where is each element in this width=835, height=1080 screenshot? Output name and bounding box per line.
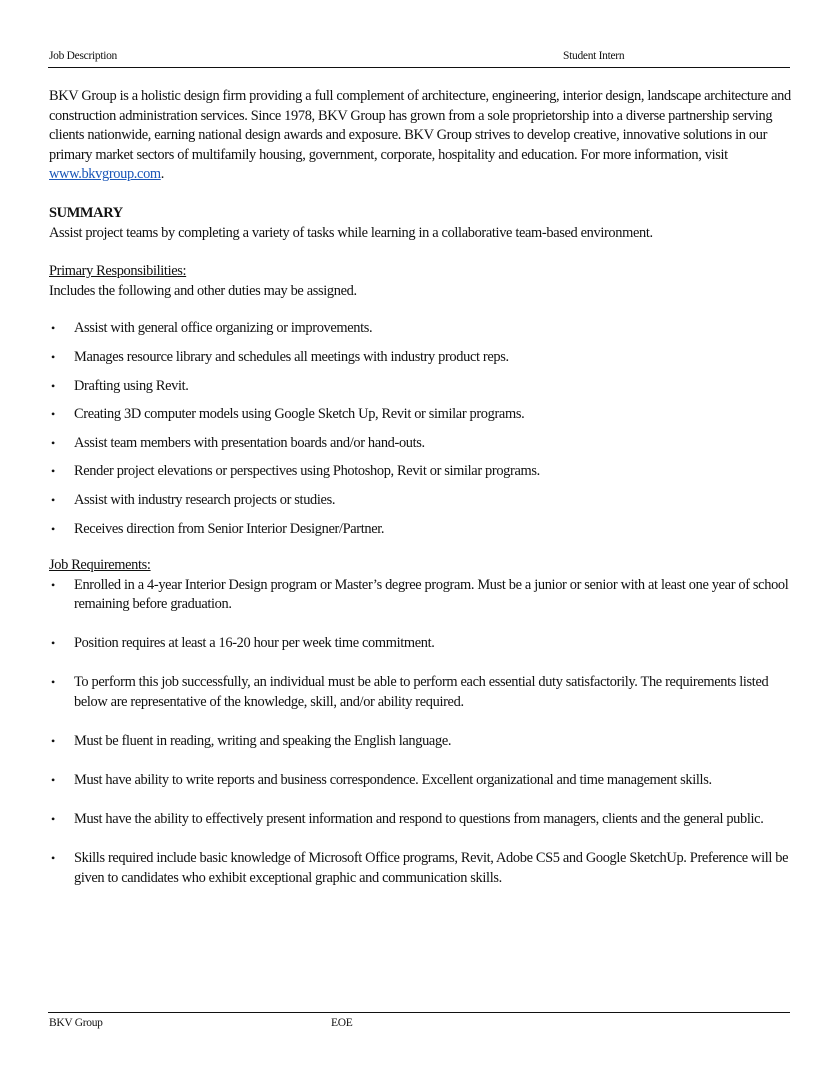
list-item-text: Creating 3D computer models using Google Sketch Up, Revit or similar programs. <box>74 406 525 423</box>
bullet-icon: • <box>51 321 55 336</box>
summary-text: Assist project teams by completing a variety of tasks while learning in a collaborative team-based environment. <box>49 224 653 241</box>
header-doc-type: Job Description <box>49 50 118 62</box>
footer-eoe: EOE <box>331 1017 353 1029</box>
company-intro-suffix: . <box>160 166 165 183</box>
footer-divider <box>48 1012 790 1013</box>
header-divider <box>48 67 790 68</box>
list-item-text: Must have ability to write reports and business correspondence. Excellent organizational and time management skills. <box>74 772 712 789</box>
list-item-text: Assist with industry research projects or studies. <box>74 491 336 508</box>
list-item-text: Receives direction from Senior Interior Designer/Partner. <box>74 520 385 537</box>
footer-company: BKV Group <box>49 1017 103 1029</box>
bullet-icon: • <box>51 675 55 690</box>
list-item-text: Drafting using Revit. <box>74 377 189 394</box>
list-item <box>49 462 794 482</box>
bullet-icon: • <box>51 349 55 364</box>
document-body <box>49 87 794 908</box>
company-website-link[interactable]: www.bkvgroup.com <box>49 166 161 183</box>
list-item-text: Render project elevations or perspectives using Photoshop, Revit or similar programs. <box>74 463 540 480</box>
summary-heading: SUMMARY <box>49 204 123 221</box>
list-item-text: Assist team members with presentation boards and/or hand-outs. <box>74 434 425 451</box>
list-item-text: To perform this job successfully, an individual must be able to perform each essential duty satisfactorily. The requirements listed below are representative of the knowledge, skill, and/or ability required. <box>74 674 769 711</box>
company-intro <box>49 87 794 185</box>
list-item <box>49 673 794 712</box>
list-item <box>49 405 794 425</box>
bullet-icon: • <box>51 378 55 393</box>
responsibilities-list <box>49 319 794 539</box>
list-item-text: Assist with general office organizing or improvements. <box>74 320 373 337</box>
company-intro-text: BKV Group is a holistic design firm providing a full complement of architecture, engineering, interior design, landscape architecture and construction administration services. Since 1978, BKV Group has grown from a sole proprietorship into a diverse partnership serving clients nationwide, earning national design awards and exposure. BKV Group strives to develop creative, innovative solutions in our primary market sectors of multifamily housing, government, corporate, hospitality and education. For more information, visit <box>49 88 791 163</box>
requirements-list <box>49 576 794 889</box>
bullet-icon: • <box>51 464 55 479</box>
list-item-text: Skills required include basic knowledge of Microsoft Office programs, Revit, Adobe CS5 and Google SketchUp. Preference will be given to candidates who exhibit exceptional graphic and communication skills. <box>74 850 789 887</box>
list-item <box>49 732 794 752</box>
list-item <box>49 319 794 339</box>
responsibilities-intro: Includes the following and other duties may be assigned. <box>49 282 357 299</box>
list-item <box>49 520 794 540</box>
bullet-icon: • <box>51 734 55 749</box>
bullet-icon: • <box>51 407 55 422</box>
list-item <box>49 771 794 791</box>
list-item <box>49 434 794 454</box>
header-position-title: Student Intern <box>563 50 625 62</box>
list-item-text: Enrolled in a 4-year Interior Design program or Master’s degree program. Must be a junior or senior with at least one year of school remaining before graduation. <box>74 576 789 613</box>
list-item <box>49 576 794 615</box>
bullet-icon: • <box>51 492 55 507</box>
list-item <box>49 491 794 511</box>
bullet-icon: • <box>51 812 55 827</box>
bullet-icon: • <box>51 521 55 536</box>
list-item-text: Manages resource library and schedules all meetings with industry product reps. <box>74 348 509 365</box>
bullet-icon: • <box>51 851 55 866</box>
page-header <box>49 50 789 66</box>
list-item <box>49 849 794 888</box>
list-item <box>49 810 794 830</box>
list-item-text: Position requires at least a 16-20 hour per week time commitment. <box>74 635 435 652</box>
requirements-heading: Job Requirements: <box>49 557 151 574</box>
bullet-icon: • <box>51 773 55 788</box>
list-item <box>49 348 794 368</box>
list-item-text: Must have the ability to effectively present information and respond to questions from managers, clients and the general public. <box>74 811 764 828</box>
bullet-icon: • <box>51 577 55 592</box>
responsibilities-heading: Primary Responsibilities: <box>49 263 187 280</box>
list-item <box>49 377 794 397</box>
bullet-icon: • <box>51 435 55 450</box>
list-item <box>49 634 794 654</box>
list-item-text: Must be fluent in reading, writing and speaking the English language. <box>74 733 452 750</box>
bullet-icon: • <box>51 636 55 651</box>
